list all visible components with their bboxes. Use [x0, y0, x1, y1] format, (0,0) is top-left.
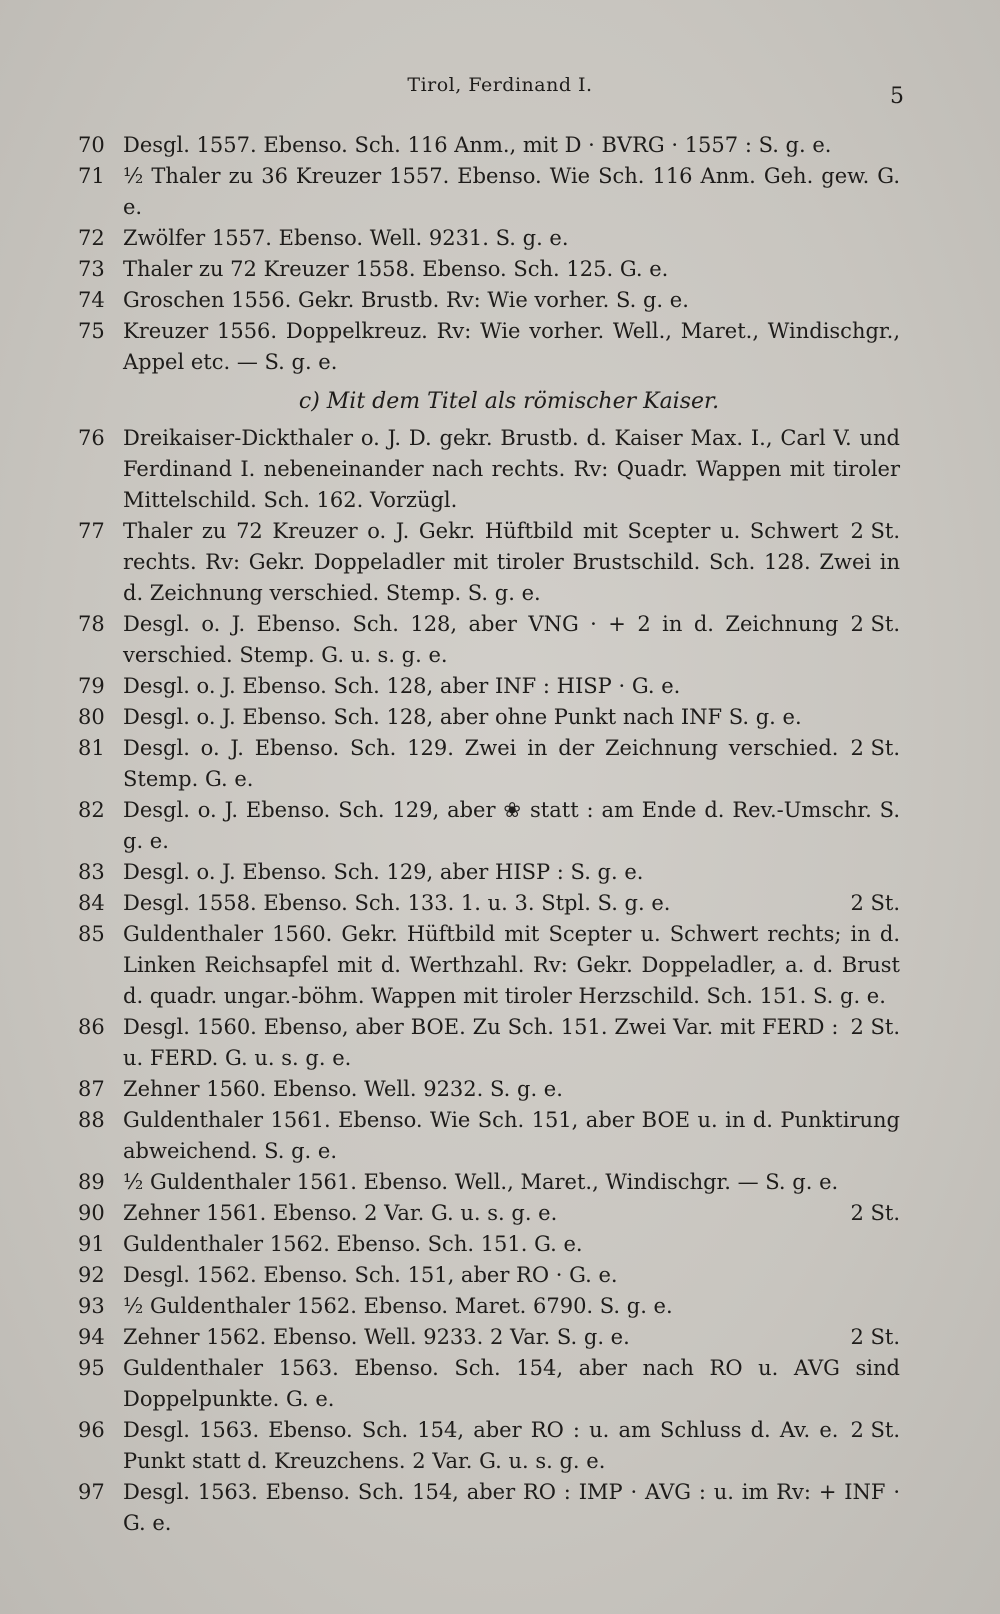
running-header: Tirol, Ferdinand I. — [407, 74, 593, 96]
catalog-entry — [78, 1260, 900, 1291]
entry-number: 82 — [78, 798, 105, 822]
entry-description: Desgl. 1563. Ebenso. Sch. 154, aber RO : u. am Schluss d. Av. e. Punkt statt d. Kreuzchens. 2 Var. G. u. s. g. e. — [123, 1418, 839, 1473]
entry-description: Groschen 1556. Gekr. Brustb. Rv: Wie vorher. S. g. e. — [123, 288, 689, 312]
entry-number: 92 — [78, 1263, 105, 1287]
catalog-entry — [78, 919, 900, 1012]
entry-number: 90 — [78, 1201, 105, 1225]
entry-count: 2 St. — [850, 1325, 900, 1349]
catalog-entry — [78, 1012, 900, 1074]
entry-description: Guldenthaler 1562. Ebenso. Sch. 151. G. e. — [123, 1232, 583, 1256]
section-heading: c) Mit dem Titel als römischer Kaiser. — [298, 389, 720, 414]
catalog-entry — [78, 1477, 900, 1539]
catalog-entry — [78, 223, 900, 254]
entry-count: 2 St. — [850, 891, 900, 915]
catalog-entry — [78, 888, 900, 919]
entry-description: Desgl. o. J. Ebenso. Sch. 128, aber VNG · + 2 in d. Zeichnung verschied. Stemp. G. u. s. g. e. — [123, 612, 839, 667]
entry-description: Desgl. 1557. Ebenso. Sch. 116 Anm., mit D · BVRG · 1557 : S. g. e. — [123, 133, 832, 157]
entry-description: Desgl. 1560. Ebenso, aber BOE. Zu Sch. 151. Zwei Var. mit FERD : u. FERD. G. u. s. g. e. — [123, 1015, 839, 1070]
entry-count: 2 St. — [850, 736, 900, 760]
entry-number: 86 — [78, 1015, 105, 1039]
entry-number: 70 — [78, 133, 105, 157]
catalog-entry — [78, 423, 900, 516]
entry-number: 75 — [78, 319, 105, 343]
entry-description: Desgl. o. J. Ebenso. Sch. 129. Zwei in der Zeichnung verschied. Stemp. G. e. — [123, 736, 839, 791]
catalog-entry — [78, 1322, 900, 1353]
entry-number: 87 — [78, 1077, 105, 1101]
entry-description: Zehner 1561. Ebenso. 2 Var. G. u. s. g. e. — [123, 1201, 558, 1225]
entry-description: ½ Thaler zu 36 Kreuzer 1557. Ebenso. Wie Sch. 116 Anm. Geh. gew. G. e. — [123, 164, 900, 219]
catalog-entry — [78, 1167, 900, 1198]
entry-description: Desgl. o. J. Ebenso. Sch. 129, aber ❀ statt : am Ende d. Rev.-Umschr. S. g. e. — [123, 798, 900, 853]
catalog-entry — [78, 702, 900, 733]
entry-number: 88 — [78, 1108, 105, 1132]
entry-description: Thaler zu 72 Kreuzer o. J. Gekr. Hüftbild mit Scepter u. Schwert rechts. Rv: Gekr. Doppeladler mit tiroler Brustschild. Sch. 128. Zwei in d. Zeichnung verschied. Stemp. S. g. e. — [123, 519, 900, 605]
entry-number: 96 — [78, 1418, 105, 1442]
catalog-entry — [78, 671, 900, 702]
catalog-entry — [78, 161, 900, 223]
catalog-entry — [78, 1415, 900, 1477]
catalog-entry — [78, 795, 900, 857]
entry-number: 71 — [78, 164, 105, 188]
catalog-entry — [78, 254, 900, 285]
entry-number: 73 — [78, 257, 105, 281]
entry-description: Guldenthaler 1563. Ebenso. Sch. 154, aber nach RO u. AVG sind Doppelpunkte. G. e. — [123, 1356, 900, 1411]
entry-description: ½ Guldenthaler 1562. Ebenso. Maret. 6790. S. g. e. — [123, 1294, 673, 1318]
entry-description: Desgl. o. J. Ebenso. Sch. 128, aber INF : HISP · G. e. — [123, 674, 681, 698]
entry-description: Zehner 1562. Ebenso. Well. 9233. 2 Var. S. g. e. — [123, 1325, 630, 1349]
entry-number: 97 — [78, 1480, 105, 1504]
catalog-entry — [78, 733, 900, 795]
entry-number: 91 — [78, 1232, 105, 1256]
catalog-entry — [78, 857, 900, 888]
catalog-entry — [78, 1198, 900, 1229]
entries-group-before-heading — [78, 130, 900, 378]
entry-number: 94 — [78, 1325, 105, 1349]
entry-count: 2 St. — [850, 1201, 900, 1225]
entry-count: 2 St. — [850, 1015, 900, 1039]
entry-number: 77 — [78, 519, 105, 543]
entry-description: Desgl. o. J. Ebenso. Sch. 129, aber HISP : S. g. e. — [123, 860, 644, 884]
entry-description: Desgl. 1563. Ebenso. Sch. 154, aber RO : IMP · AVG : u. im Rv: + INF · G. e. — [123, 1480, 900, 1535]
entry-number: 72 — [78, 226, 105, 250]
entry-number: 74 — [78, 288, 105, 312]
catalog-entry — [78, 1074, 900, 1105]
entry-description: Dreikaiser-Dickthaler o. J. D. gekr. Brustb. d. Kaiser Max. I., Carl V. und Ferdinand I. nebeneinander nach rechts. Rv: Quadr. Wappen mit tiroler Mittelschild. Sch. 162. Vorzügl. — [123, 426, 900, 512]
entry-description: Zwölfer 1557. Ebenso. Well. 9231. S. g. e. — [123, 226, 569, 250]
entry-description: ½ Guldenthaler 1561. Ebenso. Well., Maret., Windischgr. — S. g. e. — [123, 1170, 839, 1194]
catalog-entry — [78, 1353, 900, 1415]
entry-description: Desgl. o. J. Ebenso. Sch. 128, aber ohne Punkt nach INF S. g. e. — [123, 705, 802, 729]
catalog-entries — [78, 130, 900, 1539]
entry-number: 83 — [78, 860, 105, 884]
entry-count: 2 St. — [850, 519, 900, 543]
catalog-entry — [78, 1229, 900, 1260]
page-number: 5 — [890, 84, 904, 109]
entry-number: 85 — [78, 922, 105, 946]
entry-count: 2 St. — [850, 612, 900, 636]
catalog-entry — [78, 1105, 900, 1167]
entry-description: Kreuzer 1556. Doppelkreuz. Rv: Wie vorher. Well., Maret., Windischgr., Appel etc. — S. g. e. — [123, 319, 900, 374]
entry-description: Zehner 1560. Ebenso. Well. 9232. S. g. e. — [123, 1077, 563, 1101]
entry-number: 84 — [78, 891, 105, 915]
catalog-entry — [78, 1291, 900, 1322]
entry-description: Guldenthaler 1561. Ebenso. Wie Sch. 151, aber BOE u. in d. Punktirung abweichend. S. g. e. — [123, 1108, 900, 1163]
entry-number: 93 — [78, 1294, 105, 1318]
entry-number: 78 — [78, 612, 105, 636]
entry-description: Guldenthaler 1560. Gekr. Hüftbild mit Scepter u. Schwert rechts; in d. Linken Reichsapfel mit d. Werthzahl. Rv: Gekr. Doppeladler, a. d. Brust d. quadr. ungar.-böhm. Wappen mit tiroler Herzschild. Sch. 151. S. g. e. — [123, 922, 900, 1008]
catalog-entry — [78, 609, 900, 671]
entry-description: Thaler zu 72 Kreuzer 1558. Ebenso. Sch. 125. G. e. — [123, 257, 669, 281]
entries-group-after-heading — [78, 423, 900, 1539]
entry-number: 76 — [78, 426, 105, 450]
entry-count: 2 St. — [850, 1418, 900, 1442]
entry-description: Desgl. 1558. Ebenso. Sch. 133. 1. u. 3. Stpl. S. g. e. — [123, 891, 671, 915]
entry-number: 79 — [78, 674, 105, 698]
entry-number: 81 — [78, 736, 105, 760]
catalog-entry — [78, 285, 900, 316]
entry-number: 89 — [78, 1170, 105, 1194]
entry-description: Desgl. 1562. Ebenso. Sch. 151, aber RO · G. e. — [123, 1263, 618, 1287]
catalog-entry — [78, 516, 900, 609]
catalog-entry — [78, 130, 900, 161]
catalog-entry — [78, 316, 900, 378]
entry-number: 95 — [78, 1356, 105, 1380]
entry-number: 80 — [78, 705, 105, 729]
